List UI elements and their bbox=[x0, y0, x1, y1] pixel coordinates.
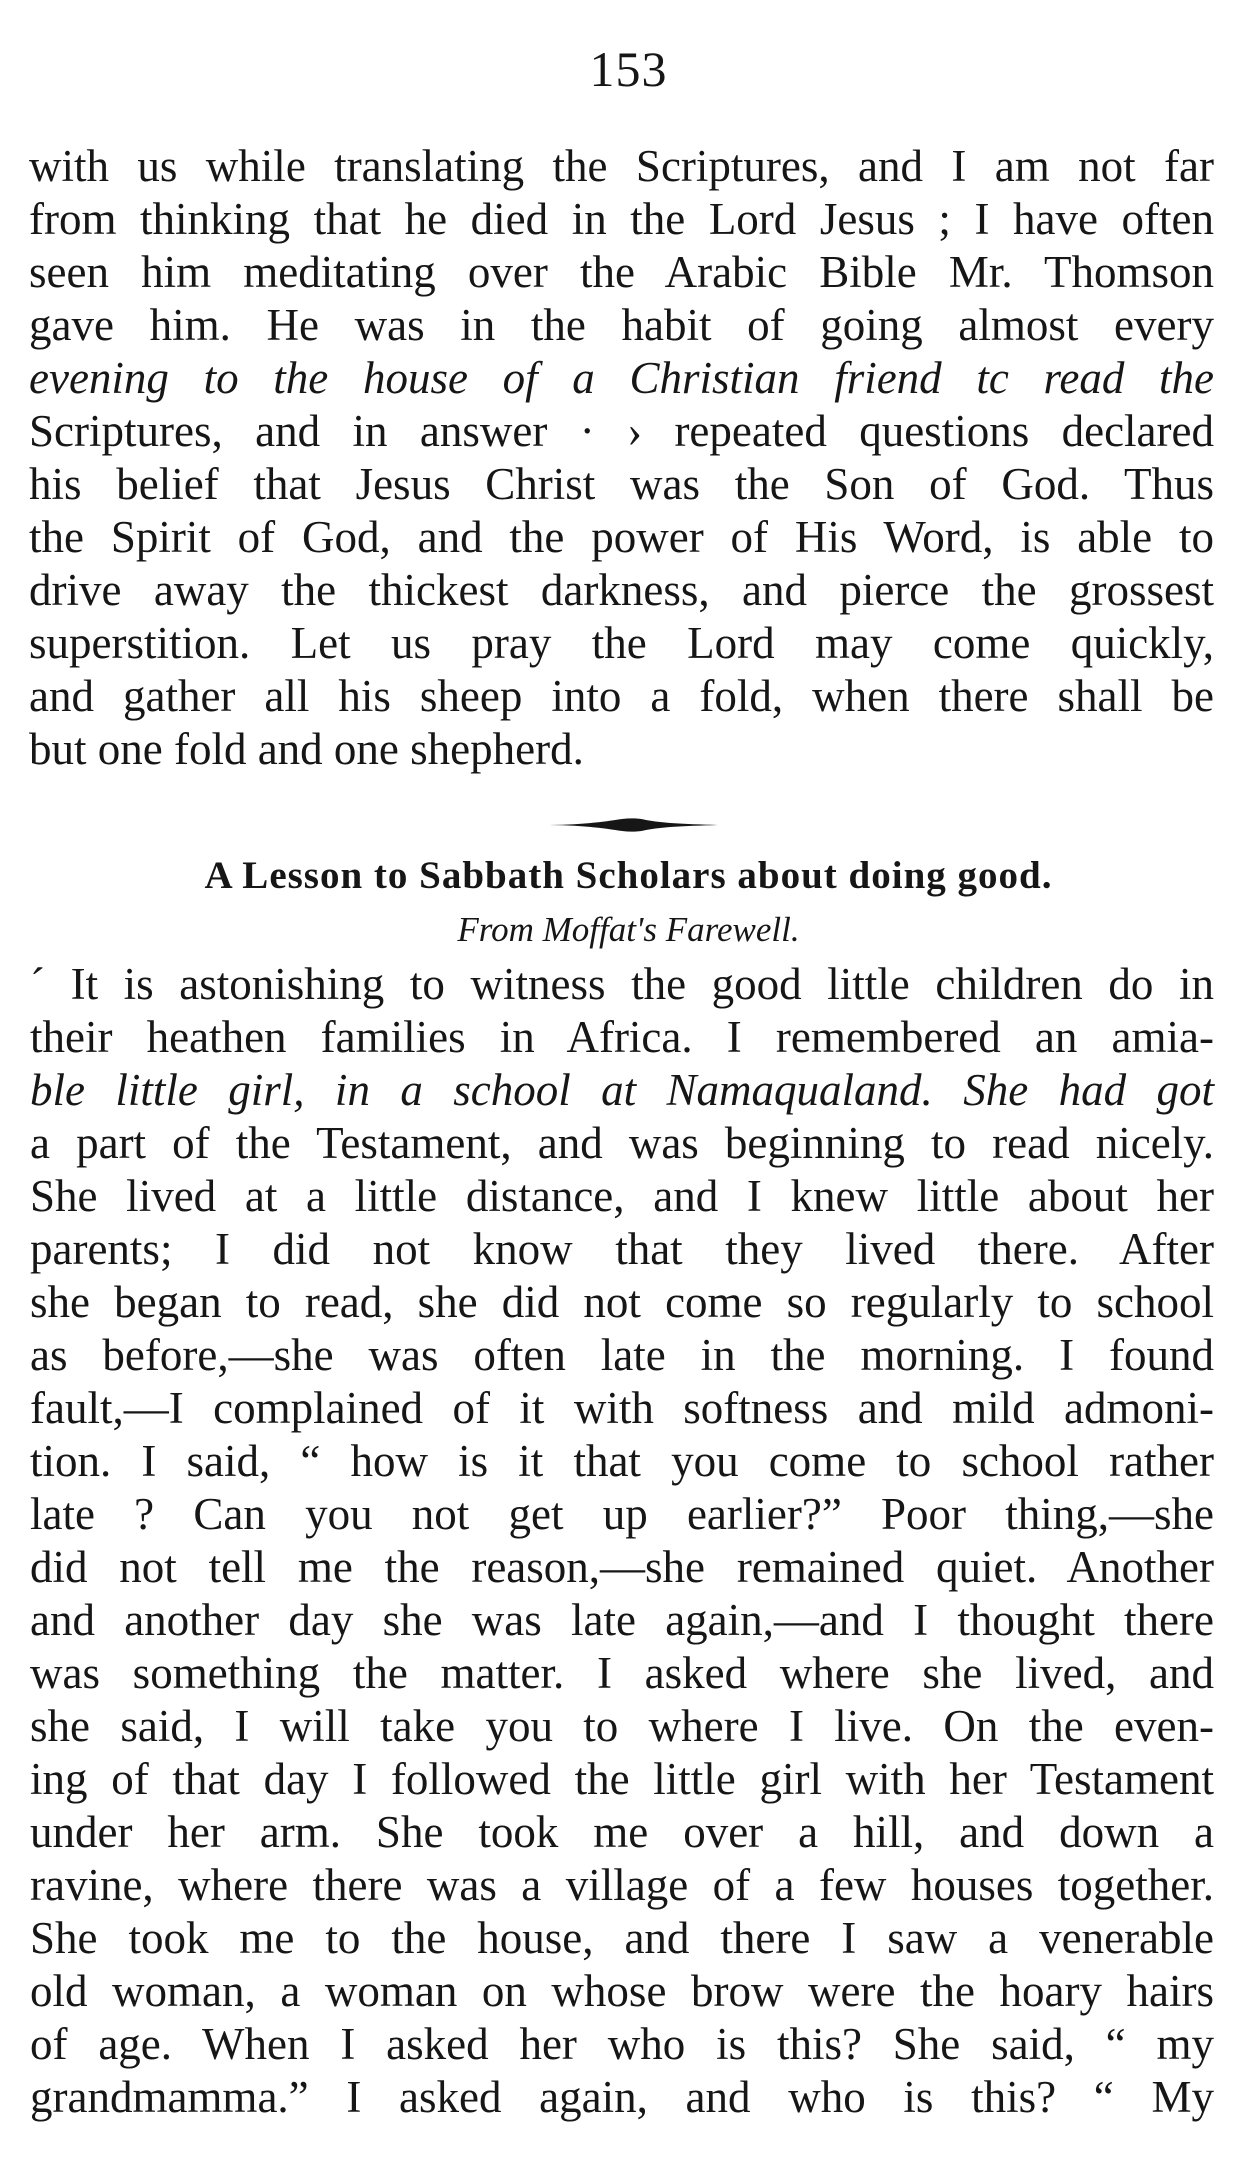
text-line: and another day she was late again,—and I thought there bbox=[30, 1595, 1214, 1645]
text-line: from thinking that he died in the Lord Jesus ; I have often bbox=[29, 194, 1214, 244]
text-line: she said, I will take you to where I live. On the even- bbox=[30, 1701, 1214, 1751]
text-line: ing of that day I followed the little girl with her Testament bbox=[30, 1754, 1214, 1804]
text-line: a part of the Testament, and was beginning to read nicely. bbox=[30, 1118, 1214, 1168]
text-line: old woman, a woman on whose brow were the hoary hairs bbox=[30, 1966, 1214, 2016]
text-line: with us while translating the Scriptures, and I am not far bbox=[29, 141, 1214, 191]
text-line: parents; I did not know that they lived there. After bbox=[30, 1224, 1214, 1274]
text-line: evening to the house of a Christian friend tc read the bbox=[29, 353, 1214, 403]
text-line: superstition. Let us pray the Lord may come quickly, bbox=[29, 618, 1214, 668]
paragraph-lesson bbox=[30, 958, 1214, 2124]
text-line: gave him. He was in the habit of going almost every bbox=[29, 300, 1214, 350]
text-line: fault,—I complained of it with softness and mild admoni- bbox=[30, 1383, 1214, 1433]
text-line: she began to read, she did not come so regularly to school bbox=[30, 1277, 1214, 1327]
text-line: but one fold and one shepherd. bbox=[29, 724, 584, 774]
text-line: She took me to the house, and there I saw a venerable bbox=[30, 1913, 1214, 1963]
text-line: under her arm. She took me over a hill, and down a bbox=[30, 1807, 1214, 1857]
section-source: From Moffat's Farewell. bbox=[457, 910, 800, 949]
text-line: ´ It is astonishing to witness the good little children do in bbox=[30, 959, 1214, 1009]
text-line: his belief that Jesus Christ was the Son of God. Thus bbox=[29, 459, 1214, 509]
text-line: seen him meditating over the Arabic Bible Mr. Thomson bbox=[29, 247, 1214, 297]
paragraph-scriptures bbox=[29, 140, 1214, 776]
text-line: late ? Can you not get up earlier?” Poor thing,—she bbox=[30, 1489, 1214, 1539]
text-line: She lived at a little distance, and I knew little about her bbox=[30, 1171, 1214, 1221]
text-line: and gather all his sheep into a fold, when there shall be bbox=[29, 671, 1214, 721]
text-line: tion. I said, “ how is it that you come to school rather bbox=[30, 1436, 1214, 1486]
text-line: ravine, where there was a village of a few houses together. bbox=[30, 1860, 1214, 1910]
ornamental-divider bbox=[542, 815, 718, 835]
text-line: was something the matter. I asked where she lived, and bbox=[30, 1648, 1214, 1698]
section-heading: A Lesson to Sabbath Scholars about doing good. bbox=[204, 854, 1053, 897]
text-line: the Spirit of God, and the power of His Word, is able to bbox=[29, 512, 1214, 562]
text-line: as before,—she was often late in the morning. I found bbox=[30, 1330, 1214, 1380]
text-line: drive away the thickest darkness, and pierce the grossest bbox=[29, 565, 1214, 615]
text-line: Scriptures, and in answer · › repeated questions declared bbox=[29, 406, 1214, 456]
text-line: did not tell me the reason,—she remained quiet. Another bbox=[30, 1542, 1214, 1592]
page-number: 153 bbox=[589, 41, 668, 97]
text-line: grandmamma.” I asked again, and who is this? “ My bbox=[30, 2072, 1214, 2122]
text-line: of age. When I asked her who is this? She said, “ my bbox=[30, 2019, 1214, 2069]
text-line: ble little girl, in a school at Namaqualand. She had got bbox=[30, 1065, 1214, 1115]
text-line: their heathen families in Africa. I remembered an amia- bbox=[30, 1012, 1214, 1062]
